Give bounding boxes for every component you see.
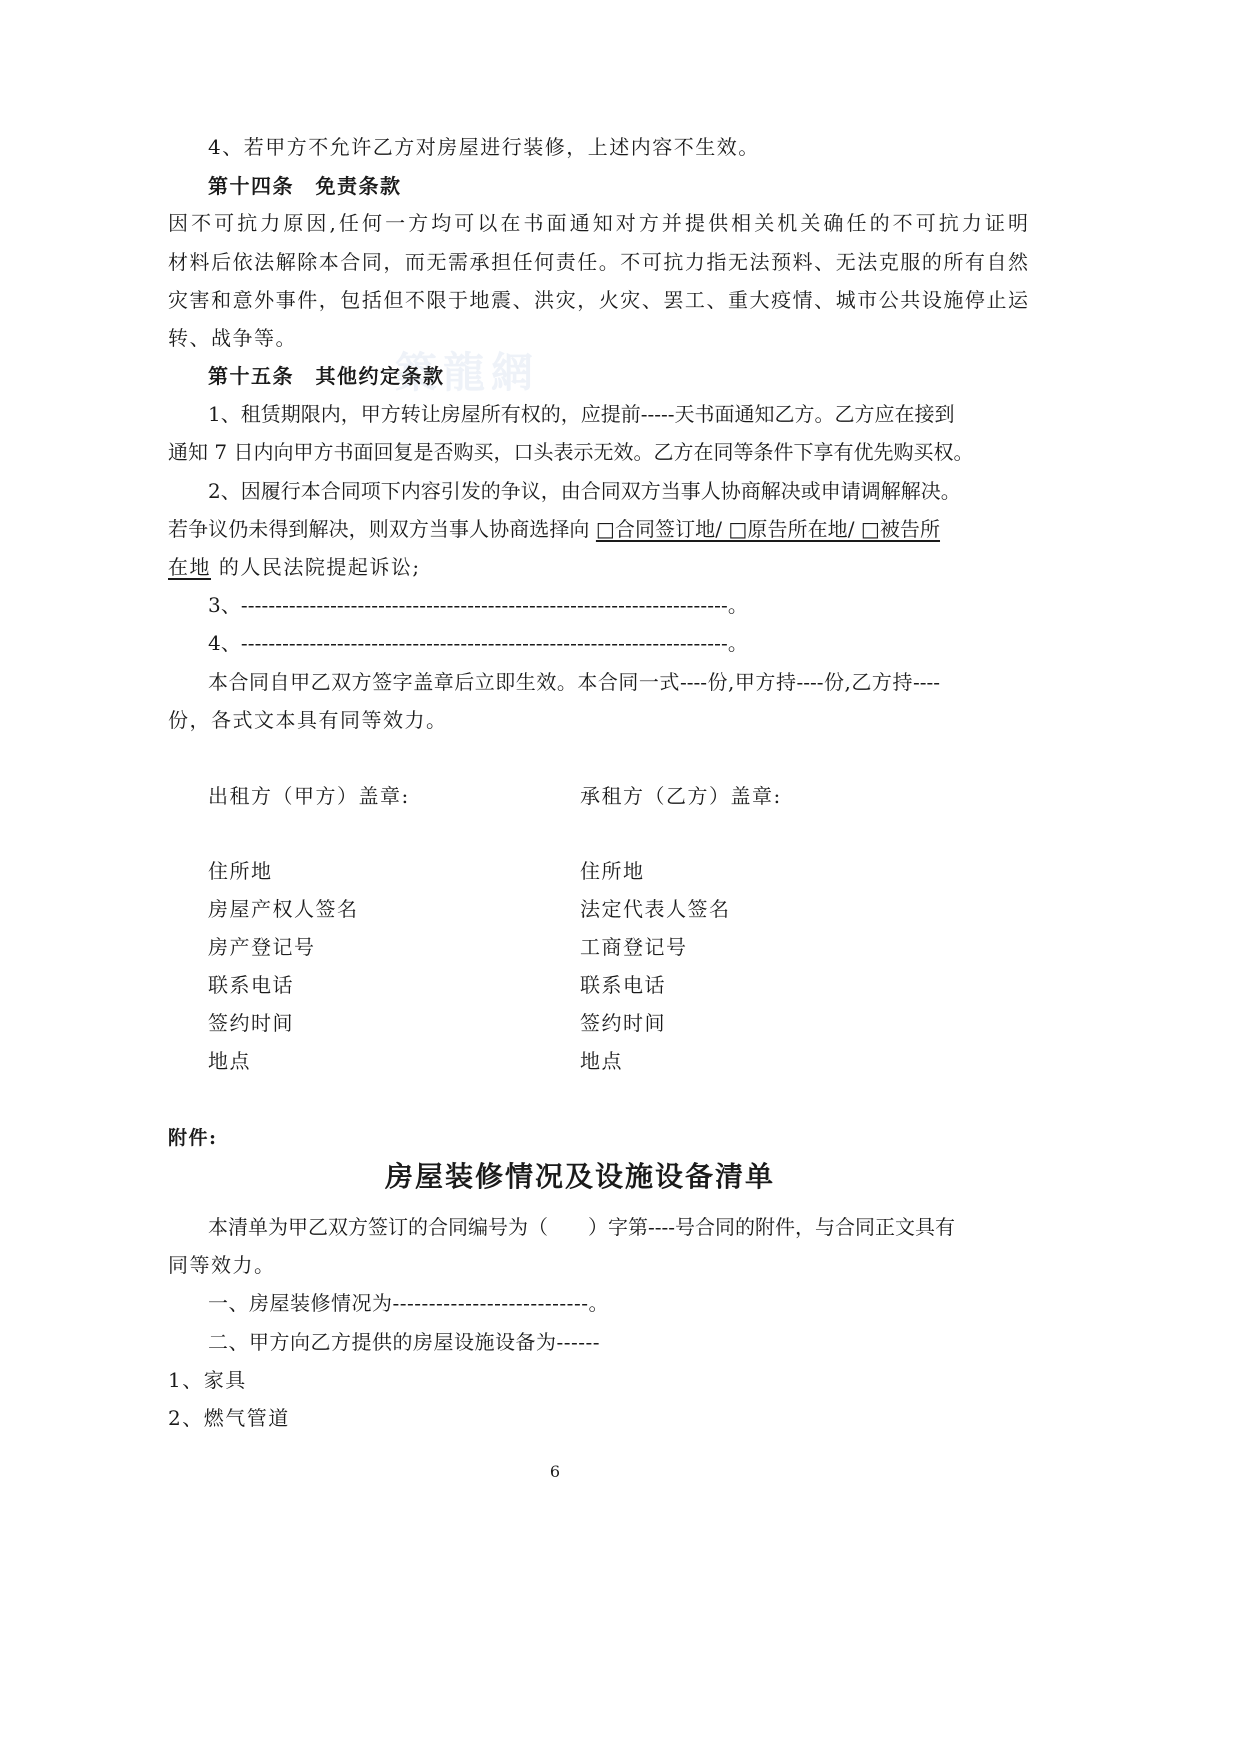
lessee-field: 法定代表人签名 [580, 897, 731, 921]
clause14-line: 因不可抗力原因,任何一方均可以在书面通知对方并提供相关机关确任的不可抗力证明 [168, 211, 1028, 235]
appendix-section2: 二、甲方向乙方提供的房屋设施设备为------ [208, 1330, 601, 1354]
watermark: 築龍網 [395, 348, 540, 397]
clause14-line: 材料后依法解除本合同，而无需承担任何责任。不可抗力指无法预料、无法克服的所有自然 [168, 250, 1028, 274]
lessee-field: 住所地 [580, 859, 645, 883]
lessor-field: 签约时间 [208, 1011, 294, 1035]
clause14-line: 转、战争等。 [168, 326, 297, 350]
page-number: 6 [549, 1462, 561, 1481]
court-options-cont: 在地 [168, 555, 211, 579]
lessee-field: 签约时间 [580, 1011, 666, 1035]
lessee-field: 联系电话 [580, 973, 666, 997]
appendix-title: 房屋装修情况及设施设备清单 [384, 1160, 775, 1193]
lessor-field: 地点 [208, 1049, 251, 1073]
lessee-field: 工商登记号 [580, 935, 688, 959]
lessor-seal-title: 出租方（甲方）盖章: [208, 784, 410, 808]
clause15-heading: 第十五条 其他约定条款 [208, 364, 445, 388]
effect-line: 本合同自甲乙双方签字盖章后立即生效。本合同一式----份,甲方持----份,乙方持---- [208, 670, 940, 694]
lessor-field: 房产登记号 [208, 935, 316, 959]
clause15-item2-line: 2、因履行本合同项下内容引发的争议，由合同双方当事人协商解决或申请调解解决。 [208, 479, 961, 503]
clause15-item1-line: 通知 7 日内向甲方书面回复是否购买，口头表示无效。乙方在同等条件下享有优先购买权。 [168, 440, 974, 464]
clause15-item1-line: 1、租赁期限内，甲方转让房屋所有权的，应提前-----天书面通知乙方。乙方应在接到 [208, 402, 955, 426]
court-options: □合同签订地/ □原告所在地/ □被告所 [595, 517, 941, 541]
effect-line: 份，各式文本具有同等效力。 [168, 708, 448, 732]
appendix-item: 2、燃气管道 [168, 1406, 290, 1430]
lessor-field: 房屋产权人签名 [208, 897, 359, 921]
item2-suffix: 的人民法院提起诉讼; [211, 555, 421, 579]
appendix-section1: 一、房屋装修情况为---------------------------。 [208, 1291, 609, 1315]
lessee-field: 地点 [580, 1049, 623, 1073]
clause15-item2-line [168, 515, 940, 543]
clause13-item4: 4、若甲方不允许乙方对房屋进行装修，上述内容不生效。 [208, 135, 760, 159]
clause15-item3: 3、-----------------------------------------------------------------------。 [208, 593, 748, 617]
clause14-heading: 第十四条 免责条款 [208, 174, 402, 198]
appendix-item: 1、家具 [168, 1368, 247, 1392]
lessee-seal-title: 承租方（乙方）盖章: [580, 784, 782, 808]
lessor-field: 住所地 [208, 859, 273, 883]
appendix-intro-line: 同等效力。 [168, 1253, 276, 1277]
clause14-line: 灾害和意外事件，包括但不限于地震、洪灾，火灾、罢工、重大疫情、城市公共设施停止运 [168, 288, 1028, 312]
clause15-item4: 4、-----------------------------------------------------------------------。 [208, 631, 748, 655]
clause15-item2-line [168, 553, 421, 581]
appendix-intro-line: 本清单为甲乙双方签订的合同编号为（ ）字第----号合同的附件，与合同正文具有 [208, 1215, 956, 1239]
lessor-field: 联系电话 [208, 973, 294, 997]
appendix-label: 附件: [168, 1127, 218, 1149]
item2-prefix: 若争议仍未得到解决，则双方当事人协商选择向 [168, 517, 590, 541]
